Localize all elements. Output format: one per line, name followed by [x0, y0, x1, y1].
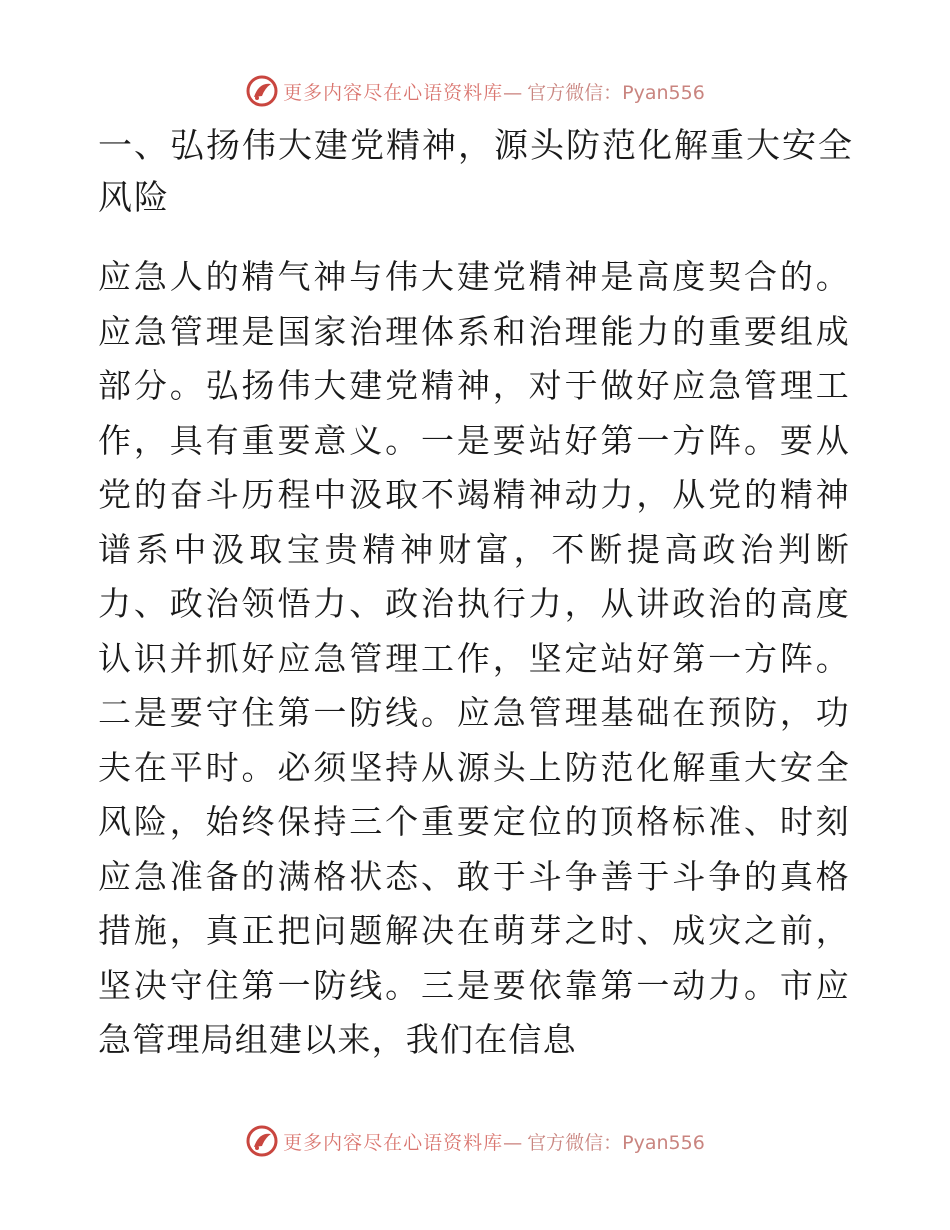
watermark-text: [283, 1128, 523, 1155]
watermark-site-name: 更多内容尽在心语资料库: [283, 1131, 504, 1154]
brand-logo-icon: [245, 74, 279, 108]
footer-watermark-banner: [0, 1121, 950, 1161]
watermark-site-name: 更多内容尽在心语资料库: [283, 81, 504, 104]
watermark-wechat: 官方微信：Pyan556: [527, 1131, 705, 1154]
watermark-separator: —: [503, 81, 524, 104]
watermark-text: [283, 78, 523, 105]
watermark-separator: —: [503, 1131, 524, 1154]
section-heading: 一、弘扬伟大建党精神，源头防范化解重大安全风险: [98, 126, 854, 218]
brand-logo-icon: [245, 1124, 279, 1158]
watermark-wechat: 官方微信：Pyan556: [527, 81, 705, 104]
header-watermark-banner: [0, 71, 950, 111]
body-paragraph: 应急人的精气神与伟大建党精神是高度契合的。应急管理是国家治理体系和治理能力的重要组成部分。弘扬伟大建党精神，对于做好应急管理工作，具有重要意义。一是要站好第一方阵。要从党的奋斗历程中汲取不竭精神动力，从党的精神谱系中汲取宝贵精神财富，不断提高政治判断力、政治领悟力、政治执行力，从讲政治的高度认识并抓好应急管理工作，坚定站好第一方阵。二是要守住第一防线。应急管理基础在预防，功夫在平时。必须坚持从源头上防范化解重大安全风险，始终保持三个重要定位的顶格标准、时刻应急准备的满格状态、敢于斗争善于斗争的真格措施，真正把问题解决在萌芽之时、成灾之前，坚决守住第一防线。三是要依靠第一动力。市应急管理局组建以来，我们在信息: [98, 257, 850, 1059]
